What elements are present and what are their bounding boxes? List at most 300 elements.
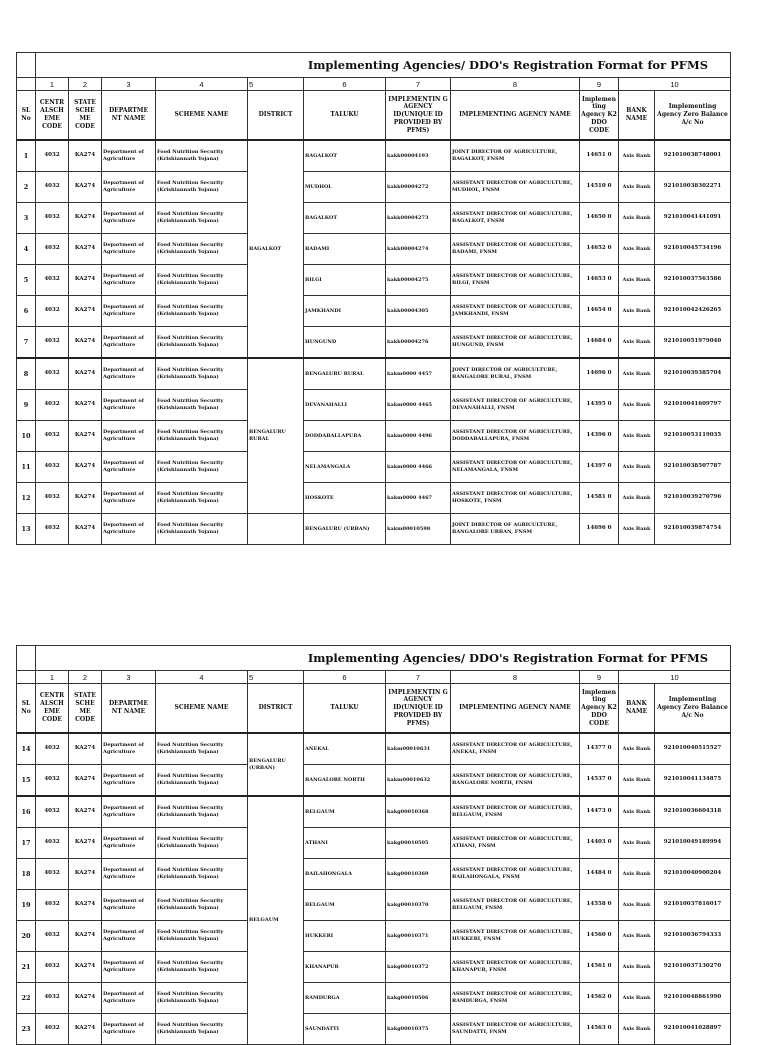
agency-id-cell: kakm0000 4466 — [386, 452, 451, 483]
column-number: 4 — [156, 78, 248, 91]
column-number: 5 — [248, 78, 304, 91]
sl-no-cell: 6 — [17, 296, 36, 327]
ddo-code-cell: 14654 0 — [580, 296, 619, 327]
account-no-cell: 921010038748001 — [655, 140, 731, 172]
central-scheme-code-cell: 4032 — [36, 890, 69, 921]
department-cell: Department of Agriculture — [102, 859, 156, 890]
table-row — [17, 890, 731, 921]
ddo-code-cell: 14581 0 — [580, 483, 619, 514]
sl-no-cell: 8 — [17, 358, 36, 390]
state-scheme-code-cell: KA274 — [69, 203, 102, 234]
table-row — [17, 296, 731, 327]
column-number: 6 — [304, 78, 386, 91]
state-scheme-code-cell: KA274 — [69, 1014, 102, 1045]
agency-name-cell: ASSISTANT DIRECTOR OF AGRICULTURE, KHANAPUR, FNSM — [451, 952, 580, 983]
bank-name-cell: Axis Bank — [619, 452, 655, 483]
table-row — [17, 859, 731, 890]
table-row — [17, 765, 731, 797]
table-row — [17, 828, 731, 859]
ddo-code-cell: 14377 0 — [580, 733, 619, 765]
column-number: 7 — [386, 78, 451, 91]
account-no-cell: 921010041028897 — [655, 1014, 731, 1045]
scheme-name-cell: Food Nutrition Security (Krishiannath Yojana) — [156, 234, 248, 265]
sl-no-cell: 21 — [17, 952, 36, 983]
table-row — [17, 327, 731, 359]
ddo-code-cell: 14684 0 — [580, 327, 619, 359]
account-no-cell: 921010036604318 — [655, 796, 731, 828]
state-scheme-code-cell: KA274 — [69, 452, 102, 483]
state-scheme-code-cell: KA274 — [69, 514, 102, 545]
ddo-code-cell: 14560 0 — [580, 921, 619, 952]
table-row — [17, 483, 731, 514]
agency-name-cell: ASSISTANT DIRECTOR OF AGRICULTURE, BANGALORE NORTH, FNSM — [451, 765, 580, 797]
bank-name-cell: Axis Bank — [619, 1014, 655, 1045]
account-no-cell: 921010038302271 — [655, 172, 731, 203]
bank-name-cell: Axis Bank — [619, 296, 655, 327]
bank-name-cell: Axis Bank — [619, 796, 655, 828]
bank-name-cell: Axis Bank — [619, 952, 655, 983]
department-cell: Department of Agriculture — [102, 1014, 156, 1045]
scheme-name-cell: Food Nutrition Security (Krishiannath Yojana) — [156, 952, 248, 983]
header-agency-name: IMPLEMENTING AGENCY NAME — [451, 684, 580, 734]
table-row — [17, 733, 731, 765]
column-number: 3 — [102, 671, 156, 684]
account-no-cell: 921010040515527 — [655, 733, 731, 765]
agency-id-cell: kakm00010598 — [386, 514, 451, 545]
title-blank-cell — [17, 53, 36, 78]
taluku-cell: ATHANI — [304, 828, 386, 859]
department-cell: Department of Agriculture — [102, 265, 156, 296]
ddo-code-cell: 14696 0 — [580, 358, 619, 390]
taluku-cell: JAMKHANDI — [304, 296, 386, 327]
department-cell: Department of Agriculture — [102, 203, 156, 234]
department-cell: Department of Agriculture — [102, 765, 156, 797]
taluku-cell: BELGAUM — [304, 890, 386, 921]
column-number: 4 — [156, 671, 248, 684]
header-bank-name: BANK NAME — [619, 684, 655, 734]
account-no-cell: 921010039270796 — [655, 483, 731, 514]
department-cell: Department of Agriculture — [102, 983, 156, 1014]
column-number: 9 — [580, 671, 619, 684]
account-no-cell: 921010053119035 — [655, 421, 731, 452]
agency-id-cell: kakm00010632 — [386, 765, 451, 797]
header-taluku: TALUKU — [304, 684, 386, 734]
state-scheme-code-cell: KA274 — [69, 265, 102, 296]
account-no-cell: 921010051979040 — [655, 327, 731, 359]
agency-id-cell: kakk00004272 — [386, 172, 451, 203]
table-row — [17, 1014, 731, 1045]
header-ddo-code: Implemen ting Agency K2 DDO CODE — [580, 91, 619, 141]
bank-name-cell: Axis Bank — [619, 172, 655, 203]
scheme-name-cell: Food Nutrition Security (Krishiannath Yojana) — [156, 733, 248, 765]
scheme-name-cell: Food Nutrition Security (Krishiannath Yojana) — [156, 296, 248, 327]
taluku-cell: KHANAPUR — [304, 952, 386, 983]
title-blank-cell — [17, 646, 36, 671]
central-scheme-code-cell: 4032 — [36, 358, 69, 390]
taluku-cell: RAMDURGA — [304, 983, 386, 1014]
department-cell: Department of Agriculture — [102, 140, 156, 172]
agency-name-cell: ASSISTANT DIRECTOR OF AGRICULTURE, BELGAUM, FNSM — [451, 796, 580, 828]
agency-id-cell: kakg00010372 — [386, 952, 451, 983]
taluku-cell: NELAMANGALA — [304, 452, 386, 483]
scheme-name-cell: Food Nutrition Security (Krishiannath Yojana) — [156, 172, 248, 203]
bank-name-cell: Axis Bank — [619, 203, 655, 234]
header-state-scheme-code: STATE SCHE ME CODE — [69, 684, 102, 734]
agency-id-cell: kakm0000 4457 — [386, 358, 451, 390]
num-blank-cell — [17, 78, 36, 91]
ddo-code-cell: 14561 0 — [580, 952, 619, 983]
column-number: 6 — [304, 671, 386, 684]
department-cell: Department of Agriculture — [102, 358, 156, 390]
department-cell: Department of Agriculture — [102, 452, 156, 483]
bank-name-cell: Axis Bank — [619, 421, 655, 452]
sl-no-cell: 17 — [17, 828, 36, 859]
agency-name-cell: ASSISTANT DIRECTOR OF AGRICULTURE, ATHANI, FNSM — [451, 828, 580, 859]
scheme-name-cell: Food Nutrition Security (Krishiannath Yojana) — [156, 390, 248, 421]
central-scheme-code-cell: 4032 — [36, 203, 69, 234]
central-scheme-code-cell: 4032 — [36, 421, 69, 452]
scheme-name-cell: Food Nutrition Security (Krishiannath Yojana) — [156, 514, 248, 545]
agency-id-cell: kakg00010375 — [386, 1014, 451, 1045]
sl-no-cell: 10 — [17, 421, 36, 452]
agency-id-cell: kakk00004275 — [386, 265, 451, 296]
header-central-scheme-code: CENTR ALSCH EME CODE — [36, 684, 69, 734]
state-scheme-code-cell: KA274 — [69, 796, 102, 828]
header-sl-no: SL No — [17, 684, 36, 734]
sl-no-cell: 12 — [17, 483, 36, 514]
state-scheme-code-cell: KA274 — [69, 921, 102, 952]
taluku-cell: BELGAUM — [304, 796, 386, 828]
sl-no-cell: 4 — [17, 234, 36, 265]
column-number: 9 — [580, 78, 619, 91]
state-scheme-code-cell: KA274 — [69, 859, 102, 890]
column-number: 8 — [451, 78, 580, 91]
ddo-code-cell: 14473 0 — [580, 796, 619, 828]
sl-no-cell: 1 — [17, 140, 36, 172]
state-scheme-code-cell: KA274 — [69, 733, 102, 765]
bank-name-cell: Axis Bank — [619, 921, 655, 952]
bank-name-cell: Axis Bank — [619, 828, 655, 859]
taluku-cell: HUNGUND — [304, 327, 386, 359]
taluku-cell: BENGALURU (URBAN) — [304, 514, 386, 545]
central-scheme-code-cell: 4032 — [36, 1014, 69, 1045]
bank-name-cell: Axis Bank — [619, 733, 655, 765]
district-cell: BENGALURU (URBAN) — [248, 733, 304, 796]
taluku-cell: BAGALKOT — [304, 203, 386, 234]
account-no-cell: 921010038507787 — [655, 452, 731, 483]
account-no-cell: 921010039385704 — [655, 358, 731, 390]
department-cell: Department of Agriculture — [102, 390, 156, 421]
sl-no-cell: 9 — [17, 390, 36, 421]
department-cell: Department of Agriculture — [102, 828, 156, 859]
central-scheme-code-cell: 4032 — [36, 234, 69, 265]
taluku-cell: BADAMI — [304, 234, 386, 265]
agency-name-cell: ASSISTANT DIRECTOR OF AGRICULTURE, BILGI, FNSM — [451, 265, 580, 296]
table-row — [17, 514, 731, 545]
account-no-cell: 921010037130270 — [655, 952, 731, 983]
account-no-cell: 921010039874754 — [655, 514, 731, 545]
ddo-code-cell: 14396 0 — [580, 421, 619, 452]
state-scheme-code-cell: KA274 — [69, 952, 102, 983]
taluku-cell: HOSKOTE — [304, 483, 386, 514]
table-row — [17, 796, 731, 828]
ddo-code-cell: 14652 0 — [580, 234, 619, 265]
agency-name-cell: JOINT DIRECTOR OF AGRICULTURE, BANGALORE URBAN, FNSM — [451, 514, 580, 545]
table-row — [17, 234, 731, 265]
taluku-cell: BENGALURU RURAL — [304, 358, 386, 390]
agency-id-cell: kakm0000 4465 — [386, 390, 451, 421]
ddo-code-cell: 14403 0 — [580, 828, 619, 859]
scheme-name-cell: Food Nutrition Security (Krishiannath Yojana) — [156, 1014, 248, 1045]
central-scheme-code-cell: 4032 — [36, 952, 69, 983]
header-account-no: Implementing Agency Zero Balance A/c No — [655, 684, 731, 734]
agency-name-cell: JOINT DIRECTOR OF AGRICULTURE, BAGALKOT, FNSM — [451, 140, 580, 172]
ddo-code-cell: 14562 0 — [580, 983, 619, 1014]
table-title: Implementing Agencies/ DDO's Registration Format for PFMS — [36, 646, 731, 671]
table-row — [17, 983, 731, 1014]
column-number: 8 — [451, 671, 580, 684]
taluku-cell: SAUNDATTI — [304, 1014, 386, 1045]
central-scheme-code-cell: 4032 — [36, 390, 69, 421]
central-scheme-code-cell: 4032 — [36, 140, 69, 172]
scheme-name-cell: Food Nutrition Security (Krishiannath Yojana) — [156, 983, 248, 1014]
agency-name-cell: ASSISTANT DIRECTOR OF AGRICULTURE, BAGALKOT, FNSM — [451, 203, 580, 234]
department-cell: Department of Agriculture — [102, 234, 156, 265]
taluku-cell: ANEKAL — [304, 733, 386, 765]
agency-id-cell: kakg00010368 — [386, 796, 451, 828]
sl-no-cell: 3 — [17, 203, 36, 234]
account-no-cell: 921010042426265 — [655, 296, 731, 327]
ddo-code-cell: 14558 0 — [580, 890, 619, 921]
bank-name-cell: Axis Bank — [619, 765, 655, 797]
central-scheme-code-cell: 4032 — [36, 483, 69, 514]
state-scheme-code-cell: KA274 — [69, 890, 102, 921]
scheme-name-cell: Food Nutrition Security (Krishiannath Yojana) — [156, 796, 248, 828]
bank-name-cell: Axis Bank — [619, 983, 655, 1014]
table-title: Implementing Agencies/ DDO's Registration Format for PFMS — [36, 53, 731, 78]
sl-no-cell: 2 — [17, 172, 36, 203]
agency-id-cell: kakm0000 4467 — [386, 483, 451, 514]
state-scheme-code-cell: KA274 — [69, 983, 102, 1014]
state-scheme-code-cell: KA274 — [69, 828, 102, 859]
table-row — [17, 452, 731, 483]
agency-name-cell: ASSISTANT DIRECTOR OF AGRICULTURE, BAILAHONGALA, FNSM — [451, 859, 580, 890]
table-row — [17, 203, 731, 234]
taluku-cell: BILGI — [304, 265, 386, 296]
table-row — [17, 140, 731, 172]
state-scheme-code-cell: KA274 — [69, 483, 102, 514]
registration-table-1 — [16, 52, 731, 545]
ddo-code-cell: 14651 0 — [580, 140, 619, 172]
agency-id-cell: kakm0000 4496 — [386, 421, 451, 452]
bank-name-cell: Axis Bank — [619, 390, 655, 421]
central-scheme-code-cell: 4032 — [36, 859, 69, 890]
state-scheme-code-cell: KA274 — [69, 296, 102, 327]
taluku-cell: BAGALKOT — [304, 140, 386, 172]
sl-no-cell: 23 — [17, 1014, 36, 1045]
registration-table-2 — [16, 645, 731, 1045]
account-no-cell: 921010037816017 — [655, 890, 731, 921]
account-no-cell: 921010049189994 — [655, 828, 731, 859]
table-row — [17, 921, 731, 952]
sl-no-cell: 11 — [17, 452, 36, 483]
district-cell: BAGALKOT — [248, 140, 304, 358]
header-agency-name: IMPLEMENTING AGENCY NAME — [451, 91, 580, 141]
sl-no-cell: 19 — [17, 890, 36, 921]
agency-name-cell: ASSISTANT DIRECTOR OF AGRICULTURE, BELGAUM, FNSM — [451, 890, 580, 921]
scheme-name-cell: Food Nutrition Security (Krishiannath Yojana) — [156, 358, 248, 390]
agency-id-cell: kakk00004276 — [386, 327, 451, 359]
central-scheme-code-cell: 4032 — [36, 796, 69, 828]
sl-no-cell: 5 — [17, 265, 36, 296]
central-scheme-code-cell: 4032 — [36, 172, 69, 203]
ddo-code-cell: 14510 0 — [580, 172, 619, 203]
header-scheme-name: SCHEME NAME — [156, 684, 248, 734]
department-cell: Department of Agriculture — [102, 796, 156, 828]
agency-name-cell: ASSISTANT DIRECTOR OF AGRICULTURE, ANEKAL, FNSM — [451, 733, 580, 765]
department-cell: Department of Agriculture — [102, 421, 156, 452]
agency-id-cell: kakk00004273 — [386, 203, 451, 234]
scheme-name-cell: Food Nutrition Security (Krishiannath Yojana) — [156, 921, 248, 952]
sl-no-cell: 13 — [17, 514, 36, 545]
central-scheme-code-cell: 4032 — [36, 296, 69, 327]
table-row — [17, 390, 731, 421]
department-cell: Department of Agriculture — [102, 514, 156, 545]
bank-name-cell: Axis Bank — [619, 890, 655, 921]
header-department-name: DEPARTME NT NAME — [102, 91, 156, 141]
bank-name-cell: Axis Bank — [619, 483, 655, 514]
column-number: 10 — [619, 671, 731, 684]
table-row — [17, 265, 731, 296]
table-row — [17, 952, 731, 983]
department-cell: Department of Agriculture — [102, 921, 156, 952]
account-no-cell: 921010037563586 — [655, 265, 731, 296]
taluku-cell: DODDABALLAPURA — [304, 421, 386, 452]
header-district: DISTRICT — [248, 684, 304, 734]
agency-name-cell: ASSISTANT DIRECTOR OF AGRICULTURE, JAMKHANDI, FNSM — [451, 296, 580, 327]
scheme-name-cell: Food Nutrition Security (Krishiannath Yojana) — [156, 828, 248, 859]
header-agency-id: IMPLEMENTIN G AGENCY ID(UNIQUE ID PROVIDED BY PFMS) — [386, 91, 451, 141]
agency-id-cell: kakk00004274 — [386, 234, 451, 265]
table-row — [17, 358, 731, 390]
account-no-cell: 921010036794333 — [655, 921, 731, 952]
central-scheme-code-cell: 4032 — [36, 733, 69, 765]
agency-name-cell: ASSISTANT DIRECTOR OF AGRICULTURE, DODDABALLAPURA, FNSM — [451, 421, 580, 452]
bank-name-cell: Axis Bank — [619, 265, 655, 296]
bank-name-cell: Axis Bank — [619, 514, 655, 545]
scheme-name-cell: Food Nutrition Security (Krishiannath Yojana) — [156, 421, 248, 452]
account-no-cell: 921010040900204 — [655, 859, 731, 890]
scheme-name-cell: Food Nutrition Security (Krishiannath Yojana) — [156, 890, 248, 921]
ddo-code-cell: 14653 0 — [580, 265, 619, 296]
header-ddo-code: Implemen ting Agency K2 DDO CODE — [580, 684, 619, 734]
header-taluku: TALUKU — [304, 91, 386, 141]
account-no-cell: 921010048861990 — [655, 983, 731, 1014]
central-scheme-code-cell: 4032 — [36, 514, 69, 545]
header-central-scheme-code: CENTR ALSCH EME CODE — [36, 91, 69, 141]
bank-name-cell: Axis Bank — [619, 859, 655, 890]
sl-no-cell: 15 — [17, 765, 36, 797]
state-scheme-code-cell: KA274 — [69, 140, 102, 172]
district-cell: BELGAUM — [248, 796, 304, 1045]
scheme-name-cell: Food Nutrition Security (Krishiannath Yojana) — [156, 140, 248, 172]
account-no-cell: 921010045734196 — [655, 234, 731, 265]
column-number: 2 — [69, 671, 102, 684]
sl-no-cell: 7 — [17, 327, 36, 359]
agency-id-cell: kakm00010631 — [386, 733, 451, 765]
ddo-code-cell: 14537 0 — [580, 765, 619, 797]
central-scheme-code-cell: 4032 — [36, 265, 69, 296]
account-no-cell: 921010041134875 — [655, 765, 731, 797]
agency-name-cell: ASSISTANT DIRECTOR OF AGRICULTURE, DEVANAHALLI, FNSM — [451, 390, 580, 421]
scheme-name-cell: Food Nutrition Security (Krishiannath Yojana) — [156, 452, 248, 483]
department-cell: Department of Agriculture — [102, 327, 156, 359]
header-agency-id: IMPLEMENTIN G AGENCY ID(UNIQUE ID PROVIDED BY PFMS) — [386, 684, 451, 734]
header-department-name: DEPARTME NT NAME — [102, 684, 156, 734]
header-district: DISTRICT — [248, 91, 304, 141]
agency-name-cell: ASSISTANT DIRECTOR OF AGRICULTURE, HUKKERI, FNSM — [451, 921, 580, 952]
ddo-code-cell: 14395 0 — [580, 390, 619, 421]
bank-name-cell: Axis Bank — [619, 140, 655, 172]
agency-id-cell: kakg00010506 — [386, 983, 451, 1014]
scheme-name-cell: Food Nutrition Security (Krishiannath Yojana) — [156, 265, 248, 296]
district-cell — [248, 514, 304, 545]
table-row — [17, 172, 731, 203]
sl-no-cell: 14 — [17, 733, 36, 765]
agency-name-cell: ASSISTANT DIRECTOR OF AGRICULTURE, NELAMANGALA, FNSM — [451, 452, 580, 483]
agency-name-cell: JOINT DIRECTOR OF AGRICULTURE, BANGALORE RURAL, FNSM — [451, 358, 580, 390]
column-number: 2 — [69, 78, 102, 91]
central-scheme-code-cell: 4032 — [36, 921, 69, 952]
state-scheme-code-cell: KA274 — [69, 172, 102, 203]
scheme-name-cell: Food Nutrition Security (Krishiannath Yojana) — [156, 765, 248, 797]
department-cell: Department of Agriculture — [102, 296, 156, 327]
ddo-code-cell: 14563 0 — [580, 1014, 619, 1045]
scheme-name-cell: Food Nutrition Security (Krishiannath Yojana) — [156, 327, 248, 359]
state-scheme-code-cell: KA274 — [69, 358, 102, 390]
ddo-code-cell: 14650 0 — [580, 203, 619, 234]
agency-name-cell: ASSISTANT DIRECTOR OF AGRICULTURE, MUDHOL, FNSM — [451, 172, 580, 203]
bank-name-cell: Axis Bank — [619, 327, 655, 359]
district-cell: BENGALURU RURAL — [248, 358, 304, 514]
agency-id-cell: kakg00010371 — [386, 921, 451, 952]
central-scheme-code-cell: 4032 — [36, 983, 69, 1014]
agency-id-cell: kakg00010505 — [386, 828, 451, 859]
department-cell: Department of Agriculture — [102, 890, 156, 921]
sl-no-cell: 22 — [17, 983, 36, 1014]
state-scheme-code-cell: KA274 — [69, 234, 102, 265]
column-number: 10 — [619, 78, 731, 91]
sl-no-cell: 20 — [17, 921, 36, 952]
header-sl-no: SL No — [17, 91, 36, 141]
ddo-code-cell: 14696 0 — [580, 514, 619, 545]
account-no-cell: 921010041441091 — [655, 203, 731, 234]
department-cell: Department of Agriculture — [102, 172, 156, 203]
agency-id-cell: kakg00010369 — [386, 859, 451, 890]
table-row — [17, 421, 731, 452]
taluku-cell: DEVANAHALLI — [304, 390, 386, 421]
department-cell: Department of Agriculture — [102, 733, 156, 765]
account-no-cell: 921010041609797 — [655, 390, 731, 421]
state-scheme-code-cell: KA274 — [69, 327, 102, 359]
agency-id-cell: kakk00004305 — [386, 296, 451, 327]
agency-name-cell: ASSISTANT DIRECTOR OF AGRICULTURE, HUNGUND, FNSM — [451, 327, 580, 359]
ddo-code-cell: 14484 0 — [580, 859, 619, 890]
ddo-code-cell: 14397 0 — [580, 452, 619, 483]
central-scheme-code-cell: 4032 — [36, 327, 69, 359]
taluku-cell: HUKKERI — [304, 921, 386, 952]
agency-name-cell: ASSISTANT DIRECTOR OF AGRICULTURE, RAMDURGA, FNSM — [451, 983, 580, 1014]
